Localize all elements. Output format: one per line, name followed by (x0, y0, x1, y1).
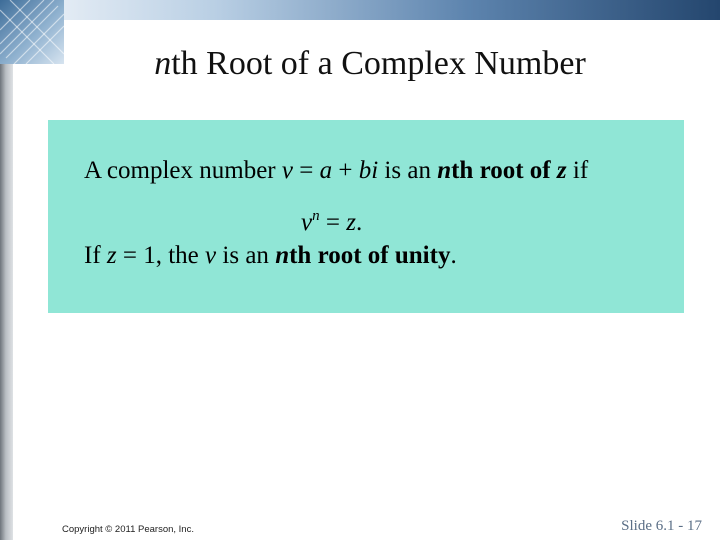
text: is an (216, 242, 276, 269)
exponent-n: n (312, 208, 320, 224)
header-gradient-bar (0, 0, 720, 20)
var-v: v (205, 242, 217, 269)
definition-line-1 (84, 155, 588, 187)
term-th-root-of: th root of (451, 157, 551, 184)
var-bi: bi (358, 157, 379, 184)
corner-logo (0, 0, 64, 64)
text: = 1, the (116, 242, 206, 269)
period: . (355, 209, 363, 236)
copyright-notice: Copyright © 2011 Pearson, Inc. (62, 524, 194, 535)
corner-pattern-icon (0, 0, 64, 64)
slide-title (60, 42, 680, 86)
term-n: n (437, 157, 452, 184)
title-n: n (154, 45, 172, 82)
text: If (84, 242, 107, 269)
definition-box (48, 120, 684, 313)
var-z: z (556, 157, 567, 184)
text: is an (378, 157, 438, 184)
var-v: v (281, 157, 293, 184)
term-n: n (275, 242, 290, 269)
title-text: th Root of a Complex Number (171, 45, 586, 82)
term-root-of-unity: th root of unity (289, 242, 451, 269)
var-v: v (301, 209, 313, 236)
var-z: z (346, 209, 356, 236)
slide-number: Slide 6.1 - 17 (621, 518, 702, 534)
text: A complex number (84, 157, 282, 184)
definition-line-2 (301, 200, 362, 239)
equals: = (293, 157, 320, 184)
plus: + (332, 157, 359, 184)
var-z: z (106, 242, 117, 269)
period: . (450, 242, 457, 269)
text: if (566, 157, 589, 184)
definition-line-3 (84, 240, 457, 272)
var-a: a (319, 157, 333, 184)
equals: = (319, 209, 347, 236)
left-border-rule (0, 64, 13, 540)
